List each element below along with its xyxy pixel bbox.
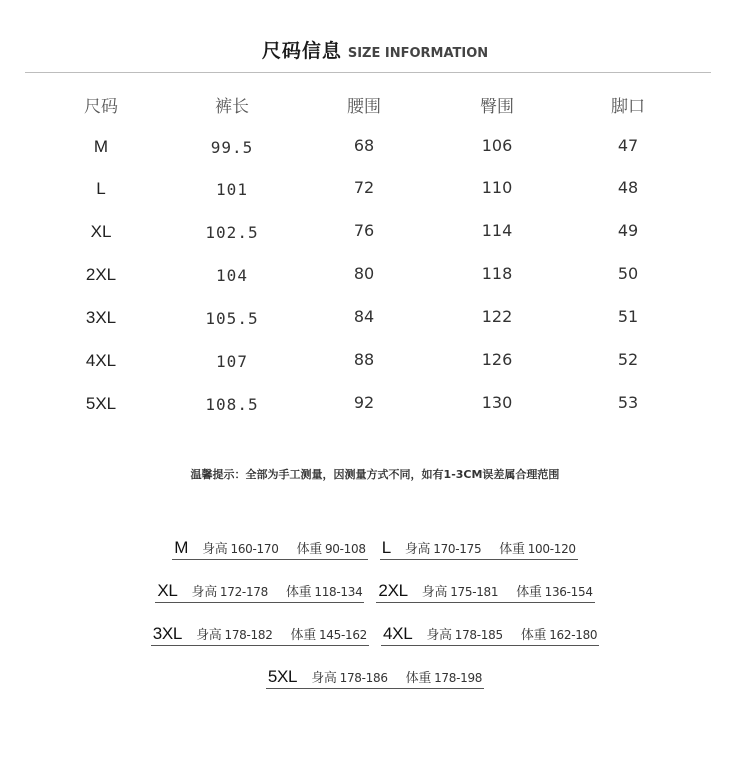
title-divider [25, 72, 711, 73]
recommendation-item [151, 624, 369, 646]
table-cell: L [96, 179, 106, 198]
table-cell: 48 [617, 178, 639, 197]
table-cell: 99.5 [210, 138, 254, 157]
recommendation-size: 5XL [267, 667, 298, 686]
recommendation-item [376, 581, 594, 603]
table-cell: 101 [216, 180, 248, 199]
table-cell: 68 [353, 136, 375, 155]
table-cell: 52 [617, 350, 639, 369]
table-cell: 50 [617, 264, 639, 283]
height-label: 身高 [426, 628, 452, 643]
table-cell: 114 [481, 221, 513, 240]
height-range: 178-185 [454, 628, 503, 642]
table-cell: 106 [481, 136, 513, 155]
title-english: SIZE INFORMATION [347, 46, 489, 61]
recommendation-size: L [381, 538, 391, 557]
length-column-header: 裤长 [215, 97, 249, 117]
table-cell: 3XL [85, 308, 117, 327]
table-cell: 107 [216, 352, 248, 371]
height-range: 175-181 [450, 585, 499, 599]
weight-label: 体重 [516, 585, 542, 600]
height-label: 身高 [196, 628, 222, 643]
hip-column-header: 臀围 [480, 97, 514, 117]
weight-label: 体重 [520, 628, 547, 643]
table-cell: 80 [353, 264, 375, 283]
weight-range: 90-108 [324, 542, 366, 556]
hem-column-header: 脚口 [611, 97, 645, 117]
table-cell: 92 [353, 393, 375, 412]
weight-label: 体重 [296, 542, 322, 557]
measurement-note: 温馨提示：全部为手工测量，因测量方式不同，如有1-3CM误差属合理范围 [190, 468, 560, 481]
weight-label: 体重 [499, 542, 525, 557]
weight-range: 100-120 [527, 542, 576, 556]
weight-range: 136-154 [544, 585, 593, 599]
recommendation-size: M [174, 538, 189, 557]
table-cell: 130 [481, 393, 513, 412]
height-label: 身高 [311, 671, 337, 686]
table-cell: 88 [353, 350, 375, 369]
weight-label: 体重 [285, 585, 312, 600]
weight-range: 162-180 [549, 628, 598, 642]
recommendation-row [0, 538, 750, 560]
table-cell: 110 [481, 178, 513, 197]
recommendation-size: XL [157, 581, 178, 600]
weight-range: 145-162 [318, 628, 367, 642]
recommendation-row [0, 667, 750, 689]
title-chinese: 尺码信息 [261, 40, 342, 62]
table-cell: 126 [481, 350, 513, 369]
table-cell: XL [90, 222, 112, 241]
table-cell: 102.5 [205, 223, 259, 242]
recommendation-item [381, 624, 599, 646]
height-label: 身高 [421, 585, 448, 600]
height-range: 172-178 [219, 585, 268, 599]
recommendation-row [0, 581, 750, 603]
recommendation-item [155, 581, 364, 603]
table-cell: 4XL [85, 351, 117, 370]
recommendation-size: 3XL [152, 624, 183, 643]
table-cell: 47 [617, 136, 639, 155]
table-cell: 76 [353, 221, 375, 240]
table-cell: 2XL [85, 265, 117, 284]
table-cell: 72 [353, 178, 375, 197]
recommendation-size: 2XL [378, 581, 408, 600]
size-column-header: 尺码 [84, 97, 118, 117]
page-title [0, 36, 750, 63]
table-cell: 122 [481, 307, 513, 326]
table-cell: 104 [216, 266, 248, 285]
weight-label: 体重 [405, 671, 432, 686]
recommendation-size: 4XL [383, 624, 413, 643]
table-cell: 49 [617, 221, 639, 240]
table-cell: 118 [481, 264, 513, 283]
recommendation-item [266, 667, 484, 689]
table-cell: 53 [617, 393, 639, 412]
recommendation-item [172, 538, 367, 560]
recommendation-item [380, 538, 578, 560]
height-label: 身高 [202, 542, 228, 557]
height-label: 身高 [191, 585, 217, 600]
height-range: 178-186 [339, 671, 388, 685]
recommendation-row [0, 624, 750, 646]
height-range: 170-175 [433, 542, 482, 556]
height-label: 身高 [404, 542, 431, 557]
weight-label: 体重 [290, 628, 316, 643]
table-cell: 108.5 [205, 395, 259, 414]
height-range: 160-170 [230, 542, 279, 556]
table-cell: 84 [353, 307, 375, 326]
waist-column-header: 腰围 [347, 97, 381, 117]
weight-range: 118-134 [314, 585, 363, 599]
table-cell: 105.5 [205, 309, 259, 328]
table-cell: 51 [617, 307, 639, 326]
table-cell: 5XL [85, 394, 117, 413]
height-range: 178-182 [224, 628, 273, 642]
table-cell: M [93, 137, 109, 156]
weight-range: 178-198 [434, 671, 483, 685]
